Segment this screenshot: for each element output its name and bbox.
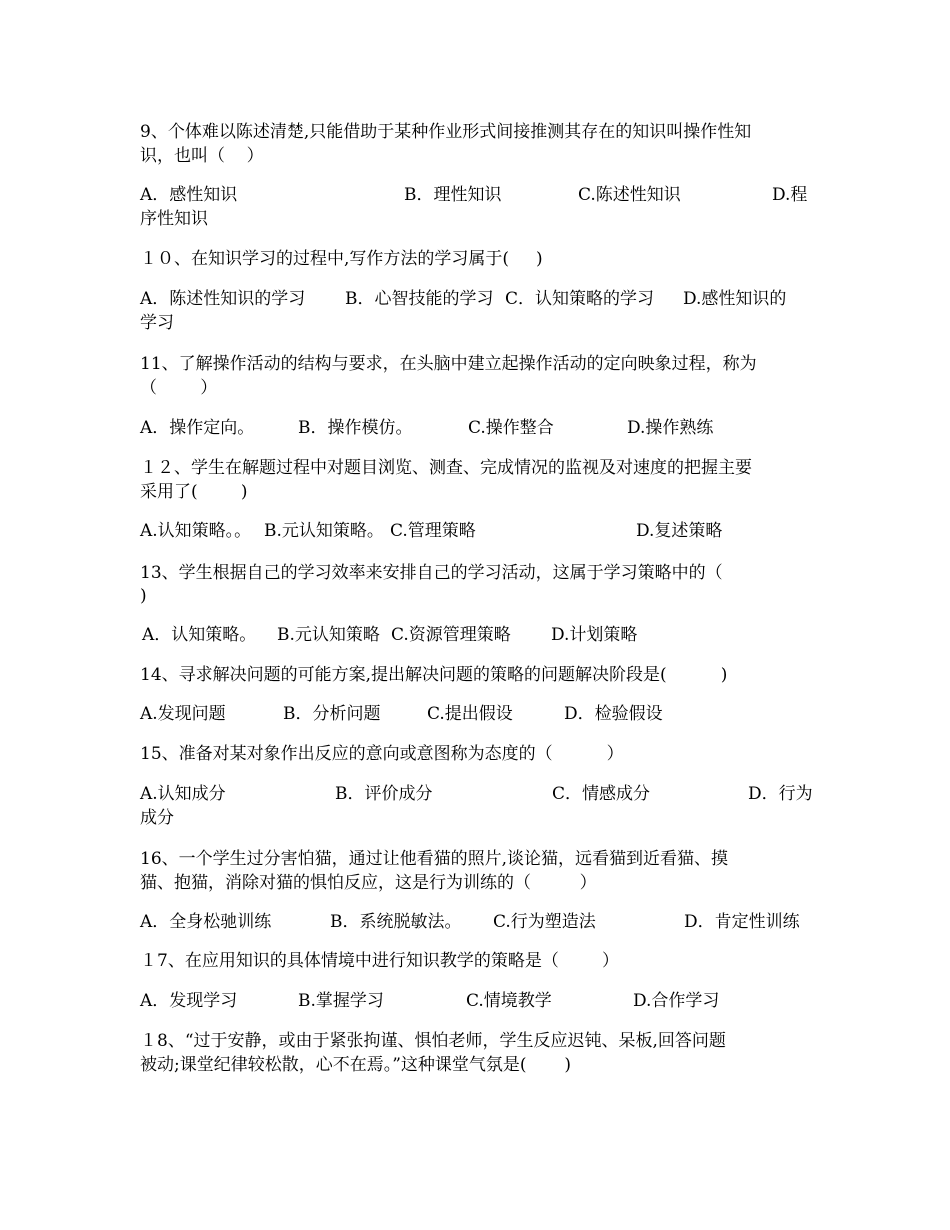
question-10-option-b: B．心智技能的学习	[345, 289, 494, 309]
question-10-option-c: C．认知策略的学习	[505, 289, 655, 309]
question-13-stem-line-1: 13、学生根据自己的学习效率来安排自己的学习活动，这属于学习策略中的（	[140, 563, 723, 583]
question-13-option-c: C.资源管理策略	[391, 625, 511, 645]
question-10-stem: １０、在知识学习的过程中,写作方法的学习属于( )	[140, 249, 543, 269]
question-16-option-d: D．肯定性训练	[684, 912, 800, 932]
question-12-option-c: C.管理策略	[390, 521, 476, 541]
question-16-option-c: C.行为塑造法	[493, 912, 596, 932]
question-17-option-b: B.掌握学习	[298, 991, 384, 1011]
question-12-stem-line-2: 采用了( )	[140, 482, 248, 502]
question-14-option-a: A.发现问题	[140, 704, 226, 724]
question-18-stem-line-2: 被动;课堂纪律较松散，心不在焉。”这种课堂气氛是( )	[140, 1055, 572, 1075]
question-17-stem: １7、在应用知识的具体情境中进行知识教学的策略是（ ）	[140, 951, 620, 971]
question-15-stem: 15、准备对某对象作出反应的意向或意图称为态度的（ ）	[140, 744, 624, 764]
question-11-stem-line-1: 11、了解操作活动的结构与要求，在头脑中建立起操作活动的定向映象过程，称为	[140, 354, 757, 374]
question-14-option-b: B．分析问题	[283, 704, 381, 724]
question-16-stem-line-1: 16、一个学生过分害怕猫，通过让他看猫的照片,谈论猫，远看猫到近看猫、摸	[140, 849, 729, 869]
question-16-stem-line-2: 猫、抱猫，消除对猫的惧怕反应，这是行为训练的（ ）	[140, 873, 597, 893]
question-15-option-d: D．行为	[748, 784, 813, 804]
question-18-stem-line-1: １8、“过于安静，或由于紧张拘谨、惧怕老师，学生反应迟钝、呆板,回答问题	[140, 1031, 726, 1051]
question-9-option-c: C.陈述性知识	[578, 185, 681, 205]
question-10-option-a: A．陈述性知识的学习	[140, 289, 306, 309]
question-9-option-b: B．理性知识	[404, 185, 502, 205]
question-12-option-d: D.复述策略	[636, 521, 723, 541]
question-11-option-b: B．操作模仿。	[298, 418, 413, 438]
question-13-option-b: B.元认知策略	[277, 625, 380, 645]
question-13-stem-line-2: )	[140, 586, 147, 606]
question-9-stem-line-1: 9、个体难以陈述清楚,只能借助于某种作业形式间接推测其存在的知识叫操作性知	[140, 122, 752, 142]
question-16-option-a: A．全身松驰训练	[140, 912, 272, 932]
question-11-option-d: D.操作熟练	[627, 418, 714, 438]
question-17-option-d: D.合作学习	[633, 991, 720, 1011]
question-15-option-b: B．评价成分	[335, 784, 433, 804]
question-16-option-b: B．系统脱敏法。	[330, 912, 462, 932]
question-9-stem-line-2: 识，也叫（ ）	[140, 146, 264, 166]
question-11-option-c: C.操作整合	[468, 418, 554, 438]
question-9-option-d-continued: 序性知识	[140, 209, 208, 229]
question-12-option-a: A.认知策略。。	[140, 521, 252, 541]
question-14-stem: 14、寻求解决问题的可能方案,提出解决问题的策略的问题解决阶段是( )	[140, 665, 728, 685]
question-10-option-d-continued: 学习	[140, 313, 174, 333]
question-12-option-b: B.元认知策略。	[264, 521, 384, 541]
question-14-option-d: D．检验假设	[564, 704, 663, 724]
question-9-option-a: A．感性知识	[140, 185, 238, 205]
question-11-stem-line-2: （ ）	[140, 378, 218, 398]
question-12-stem-line-1: １２、学生在解题过程中对题目浏览、测查、完成情况的监视及对速度的把握主要	[140, 458, 752, 478]
question-13-option-a: A．认知策略。	[142, 625, 257, 645]
question-13-option-d: D.计划策略	[551, 625, 638, 645]
question-14-option-c: C.提出假设	[427, 704, 513, 724]
question-17-option-a: A．发现学习	[140, 991, 238, 1011]
question-15-option-a: A.认知成分	[140, 784, 226, 804]
question-15-option-c: C．情感成分	[552, 784, 651, 804]
question-17-option-c: C.情境教学	[466, 991, 552, 1011]
question-10-option-d: D.感性知识的	[683, 289, 787, 309]
question-15-option-d-continued: 成分	[140, 808, 174, 828]
question-11-option-a: A．操作定向。	[140, 418, 255, 438]
question-9-option-d: D.程	[772, 185, 808, 205]
